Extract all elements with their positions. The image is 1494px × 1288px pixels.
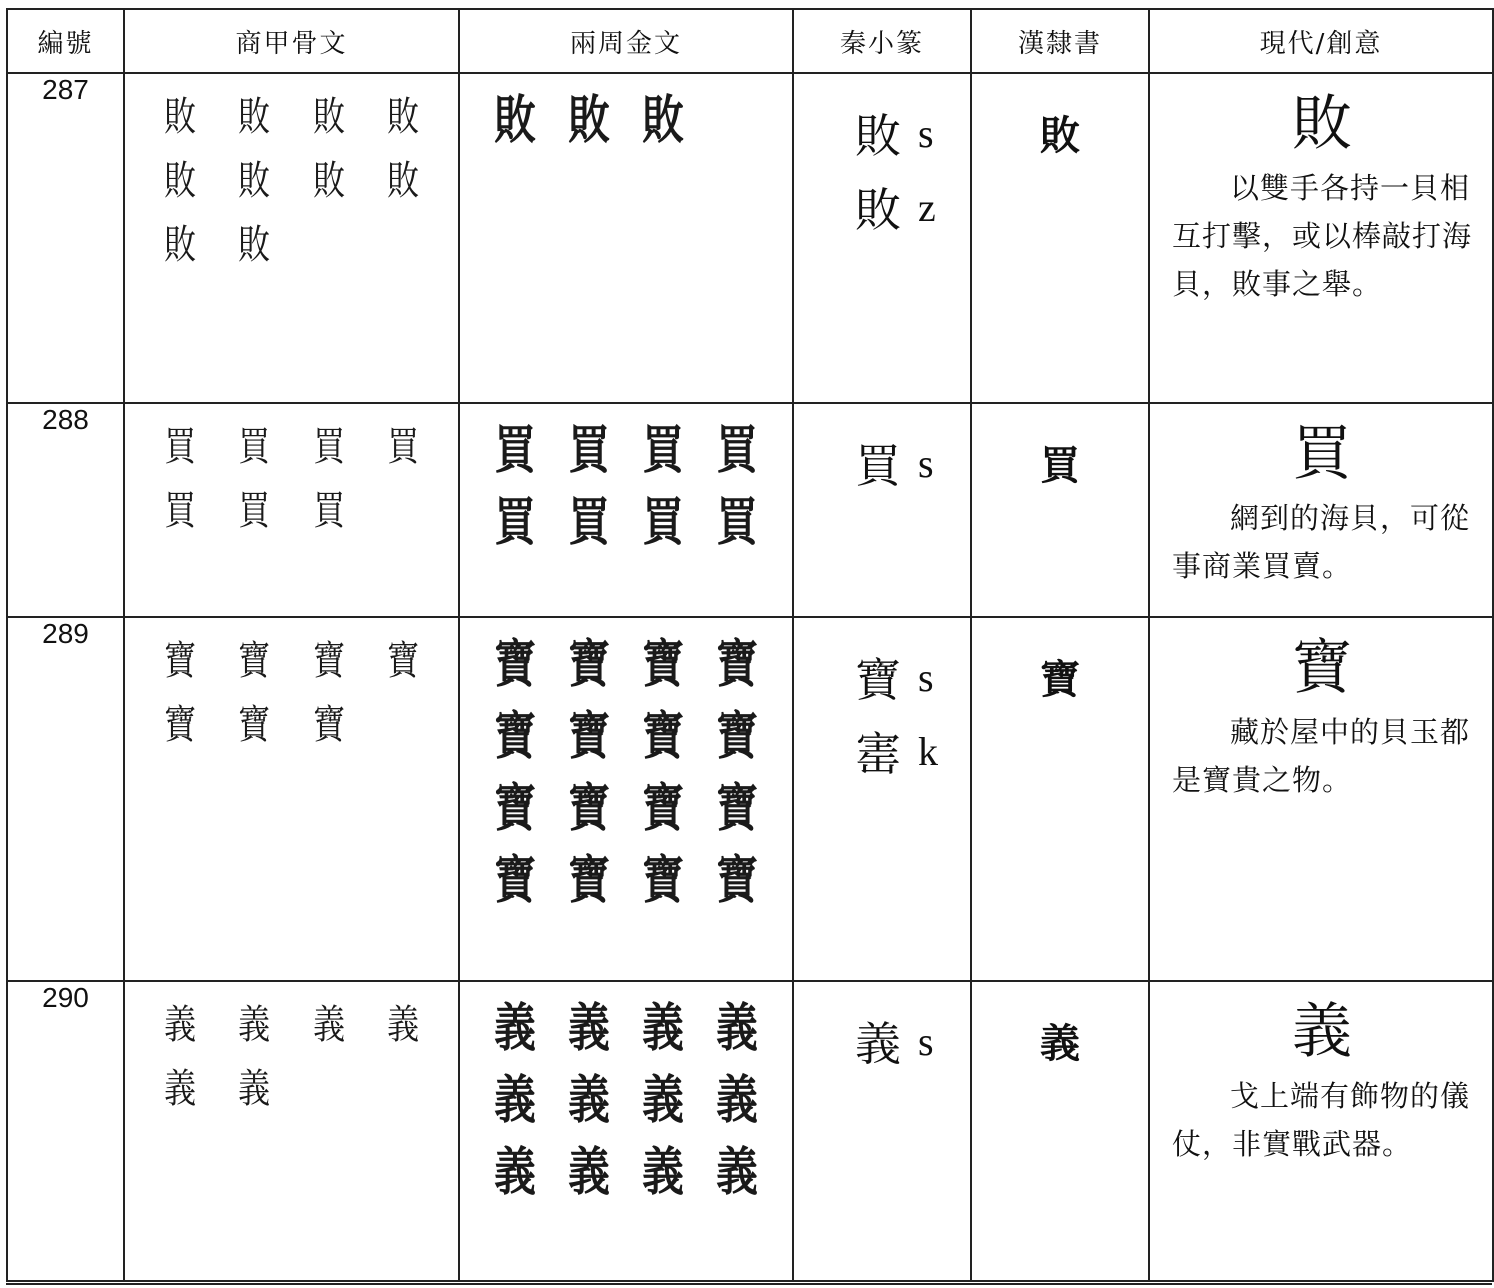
oracle-bone-glyph: 買 — [238, 488, 271, 534]
oracle-bone-cell — [124, 981, 459, 1281]
entry-number: 288 — [7, 403, 124, 617]
bronze-glyph: 寶 — [716, 778, 758, 839]
header-bronze: 兩周金文 — [459, 9, 793, 73]
bronze-glyph: 買 — [494, 420, 536, 481]
bronze-glyph: 義 — [642, 1142, 684, 1203]
oracle-bone-glyph: 買 — [164, 424, 197, 470]
bronze-glyphs — [460, 404, 792, 570]
oracle-bone-glyph: 敗 — [164, 158, 197, 204]
table-row — [7, 403, 1493, 617]
bronze-glyph: 義 — [716, 1142, 758, 1203]
modern-cell — [1149, 617, 1493, 981]
table-row — [7, 73, 1493, 403]
small-seal-glyph: 敗 — [855, 183, 901, 237]
bronze-glyph: 寶 — [642, 634, 684, 695]
bronze-glyph: 買 — [716, 420, 758, 481]
creative-description: 網到的海貝，可從事商業買賣。 — [1172, 501, 1471, 583]
oracle-bone-glyph: 義 — [386, 1002, 419, 1048]
header-clerical: 漢隸書 — [971, 9, 1149, 73]
small-seal-entry — [846, 1004, 970, 1078]
oracle-bone-glyph: 寶 — [164, 702, 197, 748]
creative-description: 戈上端有飾物的儀仗，非實戰武器。 — [1172, 1079, 1471, 1161]
small-seal-glyph: 寶 — [855, 653, 901, 707]
oracle-bone-glyph: 買 — [386, 424, 419, 470]
bronze-glyph: 寶 — [716, 634, 758, 695]
bronze-glyph: 寶 — [716, 706, 758, 767]
bronze-glyph: 買 — [716, 492, 758, 553]
bronze-glyph: 寶 — [568, 850, 610, 911]
oracle-bone-glyph: 敗 — [238, 222, 271, 268]
oracle-bone-glyph: 敗 — [312, 158, 345, 204]
oracle-bone-glyph: 義 — [312, 1002, 345, 1048]
oracle-bone-glyph: 買 — [312, 424, 345, 470]
bronze-glyph: 買 — [642, 492, 684, 553]
oracle-bone-glyph: 義 — [238, 1002, 271, 1048]
modern-character: 敗 — [1292, 89, 1352, 159]
clerical-glyph: 敗 — [1040, 113, 1080, 159]
small-seal-source-label: z — [918, 184, 936, 230]
oracle-bone-glyph: 寶 — [238, 702, 271, 748]
entry-number: 287 — [7, 73, 124, 403]
bronze-glyph: 買 — [642, 420, 684, 481]
modern-explanation — [1150, 982, 1492, 1168]
modern-character: 買 — [1292, 419, 1352, 489]
oracle-bone-glyph: 敗 — [238, 94, 271, 140]
bronze-glyphs — [460, 74, 792, 168]
bronze-glyph: 義 — [642, 998, 684, 1059]
oracle-bone-glyph: 敗 — [386, 158, 419, 204]
modern-explanation — [1150, 74, 1492, 308]
bronze-glyph: 寶 — [568, 634, 610, 695]
table-row — [7, 617, 1493, 981]
entry-number: 290 — [7, 981, 124, 1281]
bronze-glyph: 寶 — [642, 706, 684, 767]
bottom-rule — [6, 1283, 1492, 1285]
bronze-glyph: 義 — [568, 1070, 610, 1131]
bronze-glyph: 義 — [494, 998, 536, 1059]
small-seal-entry — [846, 426, 970, 500]
bronze-glyph: 義 — [716, 998, 758, 1059]
bronze-glyph: 寶 — [642, 850, 684, 911]
bronze-glyph: 寶 — [494, 850, 536, 911]
oracle-bone-glyph: 寶 — [238, 638, 271, 684]
small-seal-entry — [846, 170, 970, 244]
clerical-cell — [971, 73, 1149, 403]
bronze-glyph: 買 — [568, 492, 610, 553]
small-seal-source-label: s — [918, 1018, 934, 1064]
oracle-bone-glyph: 義 — [238, 1066, 271, 1112]
oracle-bone-glyph: 義 — [164, 1066, 197, 1112]
oracle-bone-cell — [124, 403, 459, 617]
bronze-glyph: 買 — [494, 492, 536, 553]
bronze-cell — [459, 73, 793, 403]
bronze-glyph: 寶 — [494, 706, 536, 767]
bronze-glyph: 義 — [494, 1142, 536, 1203]
small-seal-list — [794, 982, 970, 1078]
header-row — [7, 9, 1493, 73]
header-number: 編號 — [7, 9, 124, 73]
oracle-bone-glyph: 買 — [312, 488, 345, 534]
oracle-bone-glyphs — [125, 404, 458, 554]
clerical-cell — [971, 981, 1149, 1281]
small-seal-cell — [793, 73, 971, 403]
oracle-bone-glyph: 寶 — [312, 702, 345, 748]
modern-cell — [1149, 403, 1493, 617]
bronze-glyph: 義 — [642, 1070, 684, 1131]
small-seal-list — [794, 618, 970, 788]
small-seal-cell — [793, 617, 971, 981]
bronze-glyph: 敗 — [642, 90, 684, 151]
bronze-glyph: 買 — [568, 420, 610, 481]
small-seal-source-label: s — [918, 654, 934, 700]
table-row — [7, 981, 1493, 1281]
bronze-glyph: 寶 — [642, 778, 684, 839]
header-small-seal: 秦小篆 — [793, 9, 971, 73]
clerical-glyph: 寶 — [1040, 657, 1080, 703]
small-seal-list — [794, 404, 970, 500]
clerical-glyph: 買 — [1040, 443, 1080, 489]
bronze-glyphs — [460, 982, 792, 1220]
small-seal-glyph: 買 — [855, 439, 901, 493]
bronze-glyphs — [460, 618, 792, 928]
bronze-glyph: 敗 — [494, 90, 536, 151]
bronze-glyph: 寶 — [568, 778, 610, 839]
oracle-bone-glyph: 寶 — [386, 638, 419, 684]
oracle-bone-glyph: 敗 — [164, 222, 197, 268]
bronze-glyph: 寶 — [568, 706, 610, 767]
modern-explanation — [1150, 618, 1492, 804]
oracle-bone-cell — [124, 617, 459, 981]
oracle-bone-glyphs — [125, 618, 458, 768]
entry-number: 289 — [7, 617, 124, 981]
bronze-glyph: 義 — [568, 998, 610, 1059]
bronze-glyph: 敗 — [568, 90, 610, 151]
oracle-bone-glyph: 敗 — [238, 158, 271, 204]
character-evolution-table — [6, 8, 1494, 1282]
oracle-bone-glyph: 寶 — [164, 638, 197, 684]
modern-cell — [1149, 981, 1493, 1281]
bronze-glyph: 義 — [716, 1070, 758, 1131]
small-seal-list — [794, 74, 970, 244]
bronze-glyph: 義 — [494, 1070, 536, 1131]
creative-description: 藏於屋中的貝玉都是寶貴之物。 — [1172, 715, 1471, 797]
oracle-bone-glyph: 敗 — [386, 94, 419, 140]
oracle-bone-glyph: 買 — [164, 488, 197, 534]
oracle-bone-glyph: 敗 — [312, 94, 345, 140]
bronze-glyph: 寶 — [494, 778, 536, 839]
small-seal-glyph: 義 — [855, 1017, 901, 1071]
bronze-cell — [459, 403, 793, 617]
small-seal-entry — [846, 640, 970, 714]
modern-character: 義 — [1292, 997, 1352, 1067]
header-oracle-bone: 商甲骨文 — [124, 9, 459, 73]
clerical-cell — [971, 403, 1149, 617]
oracle-bone-glyphs — [125, 982, 458, 1132]
bronze-cell — [459, 617, 793, 981]
modern-cell — [1149, 73, 1493, 403]
creative-description: 以雙手各持一貝相互打擊，或以棒敲打海貝，敗事之舉。 — [1172, 171, 1473, 301]
bronze-glyph: 寶 — [494, 634, 536, 695]
clerical-cell — [971, 617, 1149, 981]
oracle-bone-cell — [124, 73, 459, 403]
small-seal-entry — [846, 714, 970, 788]
small-seal-entry — [846, 96, 970, 170]
small-seal-cell — [793, 403, 971, 617]
oracle-bone-glyph: 敗 — [164, 94, 197, 140]
small-seal-source-label: k — [918, 728, 938, 774]
small-seal-cell — [793, 981, 971, 1281]
header-modern: 現代/創意 — [1149, 9, 1493, 73]
small-seal-glyph: 寚 — [855, 727, 901, 781]
small-seal-glyph: 敗 — [855, 109, 901, 163]
bronze-glyph: 義 — [568, 1142, 610, 1203]
bronze-cell — [459, 981, 793, 1281]
oracle-bone-glyph: 寶 — [312, 638, 345, 684]
oracle-bone-glyph: 義 — [164, 1002, 197, 1048]
clerical-glyph: 義 — [1040, 1021, 1080, 1067]
small-seal-source-label: s — [918, 440, 934, 486]
bronze-glyph: 寶 — [716, 850, 758, 911]
modern-explanation — [1150, 404, 1492, 590]
small-seal-source-label: s — [918, 110, 934, 156]
oracle-bone-glyph: 買 — [238, 424, 271, 470]
modern-character: 寶 — [1292, 633, 1352, 703]
oracle-bone-glyphs — [125, 74, 458, 288]
